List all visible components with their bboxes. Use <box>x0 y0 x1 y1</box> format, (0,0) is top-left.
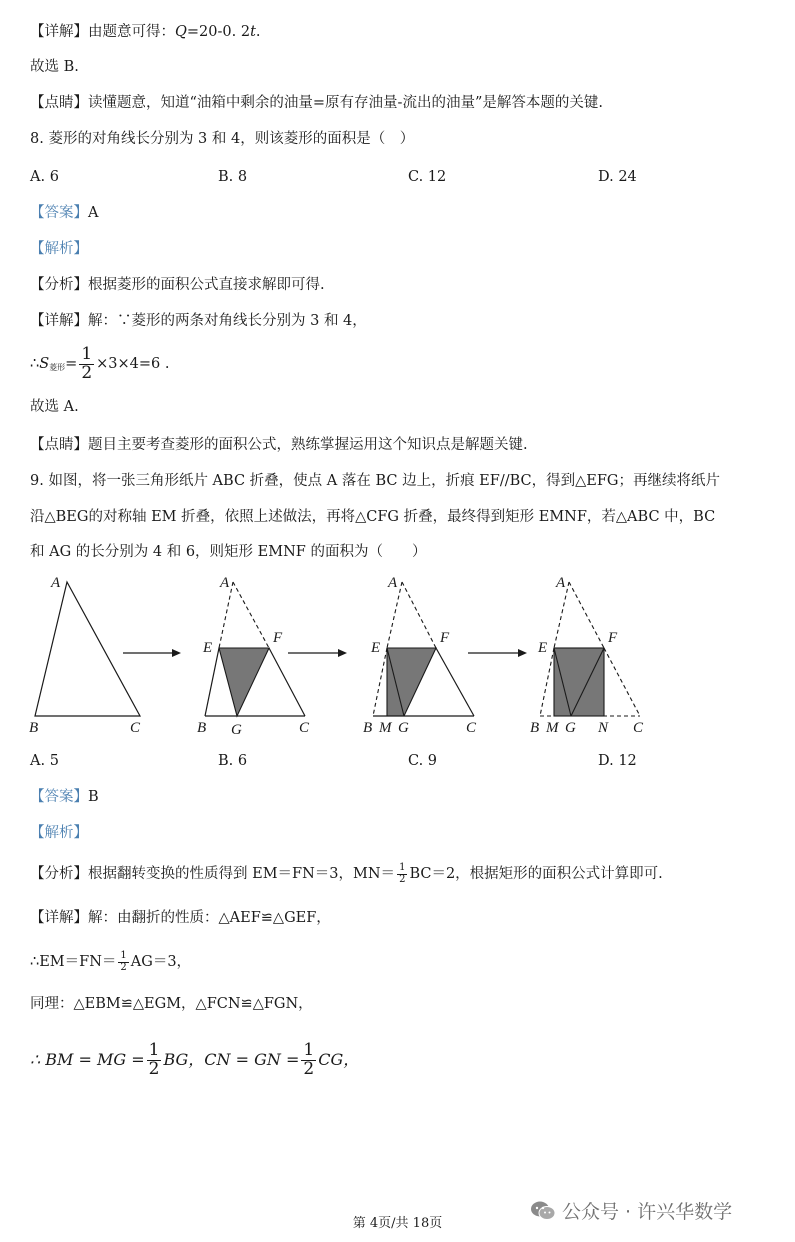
line2-text-a: ∴EM＝FN＝ <box>30 954 117 970</box>
label-c: C <box>130 720 141 736</box>
arrow-1 <box>123 649 181 657</box>
label-c: C <box>633 720 644 736</box>
answer-label: 【答案】 <box>30 205 88 221</box>
q8-detail <box>30 311 367 331</box>
detail-text: 由题意可得： <box>88 24 175 40</box>
q8-option-b: B. 8 <box>218 169 248 185</box>
comment-label: 【点睛】 <box>30 437 88 453</box>
label-f: F <box>608 630 618 646</box>
label-e: E <box>538 640 548 656</box>
q8-comment <box>30 435 528 455</box>
fenxi-text: 根据菱形的面积公式直接求解即可得. <box>88 277 325 293</box>
q8-calc <box>30 344 170 384</box>
label-a: A <box>556 575 566 591</box>
figure-1-triangle <box>29 575 141 736</box>
label-a: A <box>51 575 61 591</box>
area-symbol: S <box>39 356 50 372</box>
label-f: F <box>273 630 283 646</box>
formula-end: . <box>255 24 261 40</box>
numerator: 1 <box>303 1040 315 1061</box>
label-m: M <box>379 720 392 736</box>
label-a: A <box>220 575 230 591</box>
denominator: 2 <box>399 873 406 885</box>
q9-fenxi <box>30 858 663 890</box>
q9-line3: 同理：△EBM≌△EGM，△FCN≌△FGN， <box>30 996 313 1012</box>
label-e: E <box>371 640 381 656</box>
label-e: E <box>203 640 213 656</box>
answer-value: A <box>88 205 99 221</box>
line4-text-c: CG， <box>318 1050 360 1069</box>
fenxi-text-a: 根据翻转变换的性质得到 EM＝FN＝3，MN＝ <box>88 866 396 882</box>
q9-option-c: C. 9 <box>408 753 438 769</box>
label-a: A <box>388 575 398 591</box>
watermark-text: 公众号 · 许兴华数学 <box>562 1201 733 1223</box>
formula-t: t <box>250 24 256 40</box>
label-b: B <box>29 720 39 736</box>
q9-option-a: A. 5 <box>30 753 59 769</box>
detail-label: 【详解】 <box>30 24 88 40</box>
fraction-half <box>118 951 128 973</box>
calc-rest: ×3×4=6 . <box>96 356 170 372</box>
fenxi-label: 【分析】 <box>30 277 88 293</box>
q8-choose: 故选 A. <box>30 399 79 415</box>
label-m: M <box>546 720 559 736</box>
label-b: B <box>197 720 207 736</box>
q8-option-d: D. 24 <box>598 169 637 185</box>
line2-text-b: AG＝3， <box>130 954 192 970</box>
label-b: B <box>363 720 373 736</box>
numerator: 1 <box>399 862 406 873</box>
numerator: 1 <box>148 1040 160 1061</box>
q9-stem-line3: 和 AG 的长分别为 4 和 6，则矩形 EMNF 的面积为（ ） <box>30 544 427 560</box>
area-subscript: 菱形 <box>49 363 66 372</box>
q8-stem: 8. 菱形的对角线长分别为 3 和 4，则该菱形的面积是（ ） <box>30 131 415 147</box>
q7-detail-line <box>30 22 261 42</box>
figure-4-rectangle-emnf <box>530 575 644 736</box>
q8-analysis-label: 【解析】 <box>30 241 88 257</box>
arrow-2 <box>288 649 347 657</box>
detail-text: 解：由翻折的性质：△AEF≌△GEF， <box>88 910 331 926</box>
therefore-symbol: ∴ <box>30 356 40 372</box>
numerator: 1 <box>120 950 127 961</box>
comment-text: 题目主要考查菱形的面积公式，熟练掌握运用这个知识点是解题关键. <box>88 437 528 453</box>
denominator: 2 <box>303 1059 315 1079</box>
fenxi-label: 【分析】 <box>30 866 88 882</box>
folding-figures <box>20 570 660 742</box>
q9-line2 <box>30 946 191 978</box>
q9-stem-line2: 沿△BEG的对称轴 EM 折叠，依照上述做法，再将△CFG 折叠，最终得到矩形 EMNF，若△ABC 中，BC <box>30 509 716 525</box>
answer-label: 【答案】 <box>30 789 88 805</box>
formula-rest: =20-0. 2 <box>186 24 251 40</box>
q7-choose: 故选 B. <box>30 59 79 75</box>
label-c: C <box>466 720 477 736</box>
q9-detail <box>30 908 331 928</box>
page-footer: 第 4页/共 18页 <box>352 1216 443 1231</box>
fraction-half <box>147 1042 162 1079</box>
label-g: G <box>565 720 576 736</box>
q9-line4 <box>30 1038 359 1082</box>
detail-text: 解：∵菱形的两条对角线长分别为 3 和 4， <box>88 313 367 329</box>
q8-option-a: A. 6 <box>30 169 59 185</box>
label-c: C <box>299 720 310 736</box>
denominator: 2 <box>120 961 127 973</box>
line4-text-b: BG，CN = GN = <box>163 1050 300 1069</box>
fraction-half <box>397 863 407 885</box>
label-f: F <box>440 630 450 646</box>
figure-3-fold-em <box>363 575 477 736</box>
comment-label: 【点睛】 <box>30 95 88 111</box>
q8-answer <box>30 203 98 223</box>
fraction-half <box>301 1042 316 1079</box>
detail-label: 【详解】 <box>30 910 88 926</box>
fenxi-text-b: BC＝2，根据矩形的面积公式计算即可. <box>409 866 663 882</box>
fraction-half <box>79 343 94 383</box>
q8-option-c: C. 12 <box>408 169 447 185</box>
q9-answer <box>30 787 99 807</box>
label-g: G <box>398 720 409 736</box>
detail-label: 【详解】 <box>30 313 88 329</box>
line4-text-a: ∴ BM = MG = <box>30 1050 145 1069</box>
label-g: G <box>231 722 242 738</box>
comment-text: 读懂题意，知道“油箱中剩余的油量=原有存油量-流出的油量”是解答本题的关键. <box>88 95 603 111</box>
denominator: 2 <box>81 362 93 383</box>
figure-2-fold-efg <box>197 575 310 738</box>
numerator: 1 <box>81 343 93 364</box>
answer-value: B <box>88 789 99 805</box>
formula-q: Q <box>175 24 187 40</box>
arrow-3 <box>468 649 527 657</box>
q8-fenxi <box>30 275 325 295</box>
q9-analysis-label: 【解析】 <box>30 825 88 841</box>
equals: = <box>65 356 78 372</box>
q9-stem-line1: 9. 如图，将一张三角形纸片 ABC 折叠，使点 A 落在 BC 边上，折痕 EF//BC，得到△EFG；再继续将纸片 <box>30 473 721 489</box>
label-b: B <box>530 720 540 736</box>
q9-option-d: D. 12 <box>598 753 637 769</box>
denominator: 2 <box>148 1059 160 1079</box>
q9-option-b: B. 6 <box>218 753 248 769</box>
label-n: N <box>598 720 609 736</box>
q7-comment <box>30 93 603 113</box>
